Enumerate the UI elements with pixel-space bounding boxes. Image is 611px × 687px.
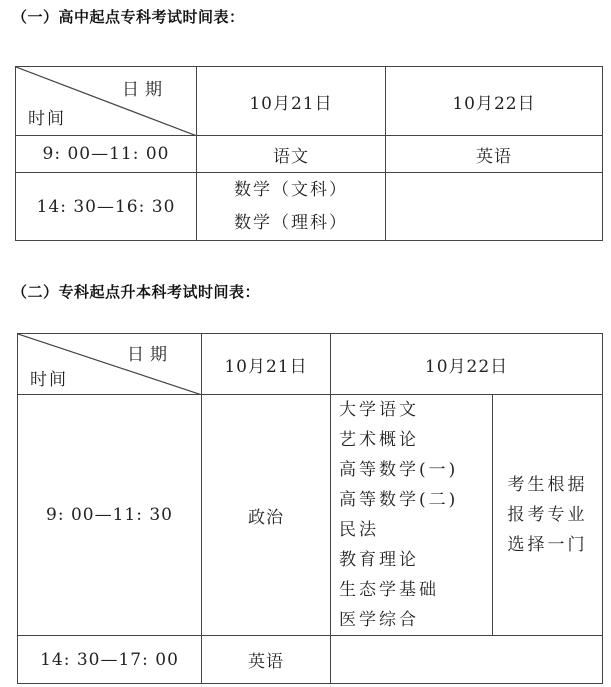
day1-header: 10月21日 — [202, 334, 331, 395]
subject-item: 大学语文 — [339, 400, 419, 420]
day2-header: 10月22日 — [331, 334, 603, 395]
diagonal-header-cell — [18, 334, 202, 395]
note-line: 选择一门 — [507, 535, 588, 555]
table-row — [18, 636, 603, 684]
time-label: 时间 — [28, 109, 66, 129]
schedule-table-2 — [17, 333, 603, 684]
note-line: 考生根据 — [507, 475, 588, 495]
section1-heading: （一）高中起点专科考试时间表： — [12, 8, 245, 26]
day1-cell: 政治 — [202, 395, 331, 636]
subject-item: 高等数学(二) — [339, 490, 459, 510]
table-row — [18, 395, 603, 636]
subject-item: 数学（文科） — [234, 179, 348, 200]
day2-cell — [331, 636, 603, 684]
note-line: 报考专业 — [507, 505, 588, 525]
day2-header: 10月22日 — [386, 67, 603, 136]
date-label: 日期 — [127, 345, 173, 365]
table-row — [16, 136, 603, 173]
subject-item: 高等数学(一) — [339, 460, 459, 480]
day2-note-cell — [493, 395, 603, 636]
table-header-row — [18, 334, 603, 395]
diagonal-header-cell — [16, 67, 197, 136]
time-cell: 14: 30—16: 30 — [16, 173, 197, 241]
subject-item: 艺术概论 — [339, 430, 419, 450]
time-cell: 9: 00—11: 00 — [16, 136, 197, 173]
table-header-row — [16, 67, 603, 136]
subject-item: 数学（理科） — [234, 212, 348, 233]
schedule-table-1 — [15, 66, 603, 241]
day1-cell: 英语 — [202, 636, 331, 684]
time-label: 时间 — [30, 370, 68, 390]
day2-cell — [386, 173, 603, 241]
day2-cell: 英语 — [386, 136, 603, 173]
date-label: 日期 — [122, 80, 168, 100]
section2-heading: （二）专科起点升本科考试时间表： — [12, 283, 261, 301]
table-row — [16, 173, 603, 241]
time-cell: 9: 00—11: 30 — [18, 395, 202, 636]
subject-item: 民法 — [339, 520, 379, 540]
subject-item: 教育理论 — [339, 550, 419, 570]
subject-item: 生态学基础 — [339, 580, 439, 600]
day2-subjects-cell — [331, 395, 493, 636]
time-cell: 14: 30—17: 00 — [18, 636, 202, 684]
day1-cell — [197, 173, 386, 241]
subject-item: 医学综合 — [339, 610, 419, 630]
day1-cell: 语文 — [197, 136, 386, 173]
day1-header: 10月21日 — [197, 67, 386, 136]
